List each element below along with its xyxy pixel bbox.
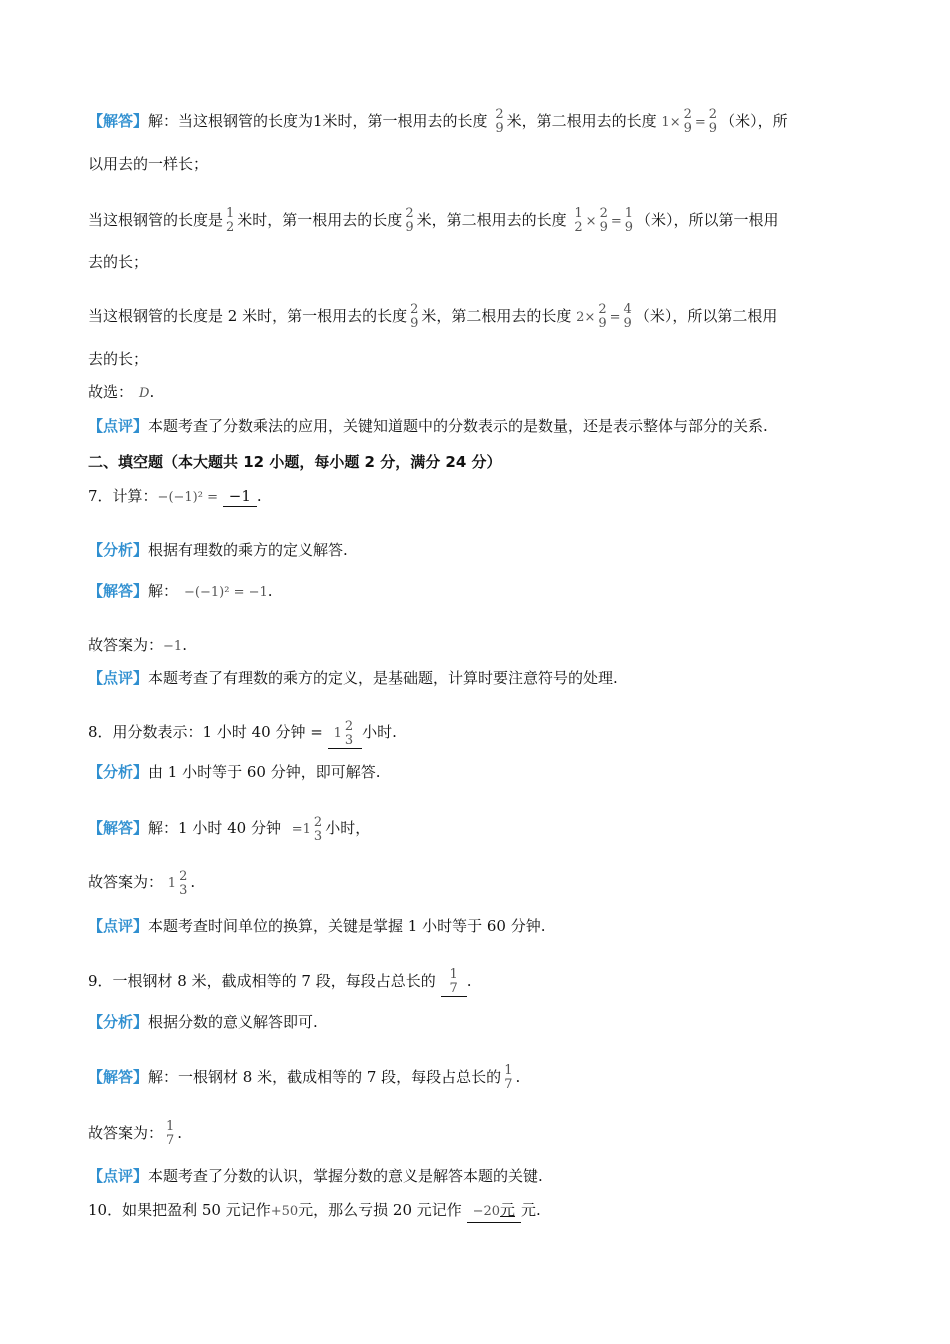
text-line <box>88 207 779 235</box>
fraction: 4 9 <box>623 302 632 331</box>
text-line: 去的长； <box>88 253 149 271</box>
mixed-number: = 1 2 3 <box>291 815 323 844</box>
question-10 <box>88 1200 541 1223</box>
text: . <box>149 383 155 401</box>
math: 2× <box>576 310 596 325</box>
text: 解：当这根钢管的长度为1米时，第一根用去的长度 <box>148 112 488 130</box>
label: 故答案为： <box>88 636 164 654</box>
fraction: 1 2 <box>574 206 583 235</box>
analysis-tag: 【分析】 <box>88 763 149 781</box>
label: 故答案为： <box>88 873 164 891</box>
text: 当这根钢管的长度是 2 米时，第一根用去的长度 <box>88 307 408 325</box>
text: 小时. <box>362 723 397 741</box>
final-answer-line <box>88 870 195 898</box>
fraction: 1 7 <box>166 1119 175 1148</box>
label: 故答案为： <box>88 1124 164 1142</box>
fraction: 2 9 <box>708 107 718 136</box>
expression: −(−1)² = <box>157 490 218 505</box>
label: 故选： <box>88 383 134 401</box>
text: . <box>256 487 262 505</box>
text: . <box>182 636 187 654</box>
fraction: 2 9 <box>598 302 607 331</box>
equals: = <box>610 214 622 229</box>
text-line: 以用去的一样长； <box>88 155 209 173</box>
review-line <box>88 1166 543 1186</box>
analysis-text: 根据分数的意义解答即可. <box>148 1013 318 1031</box>
text: （米），所 <box>720 112 788 130</box>
review-text: 本题考查了分数乘法的应用，关键知道题中的分数表示的是数量，还是表示整体与部分的关系. <box>148 417 768 435</box>
review-text: 本题考查时间单位的换算，关键是掌握 1 小时等于 60 分钟. <box>148 917 546 935</box>
solution-line <box>88 816 370 844</box>
question-8 <box>88 720 397 749</box>
answer-blank: −1 <box>223 486 257 507</box>
mixed-number: 1 2 3 <box>167 869 188 898</box>
value: +50 <box>270 1204 299 1219</box>
text: . <box>466 972 472 990</box>
review-line <box>88 416 768 436</box>
analysis-tag: 【分析】 <box>88 1013 149 1031</box>
analysis-line <box>88 762 381 782</box>
analysis-line <box>88 1012 318 1032</box>
text-line: 去的长； <box>88 350 149 368</box>
review-tag: 【点评】 <box>88 669 149 687</box>
review-text: 本题考查了有理数的乘方的定义，是基础题，计算时要注意符号的处理. <box>148 669 618 687</box>
solution-tag: 【解答】 <box>88 112 149 130</box>
text: . <box>190 873 196 891</box>
final-answer-line <box>88 635 187 657</box>
analysis-text: 根据有理数的乘方的定义解答. <box>148 541 348 559</box>
text: 小时， <box>325 819 371 837</box>
fraction: 2 9 <box>495 107 504 136</box>
section-title: 二、填空题（本大题共 12 小题，每小题 2 分，满分 24 分） <box>88 453 502 471</box>
text: 米时，第一根用去的长度 <box>237 211 403 229</box>
expression: −(−1)² = −1 <box>184 585 268 600</box>
question-7 <box>88 486 262 508</box>
solution-tag: 【解答】 <box>88 1068 149 1086</box>
review-line <box>88 916 546 936</box>
solution-tag: 【解答】 <box>88 819 149 837</box>
text: 米，第二根用去的长度 <box>506 112 657 130</box>
analysis-tag: 【分析】 <box>88 541 149 559</box>
fraction: 1 9 <box>624 206 634 235</box>
question-text: 7．计算： <box>88 487 158 505</box>
choose-line <box>88 382 154 404</box>
solution-line <box>88 1064 520 1092</box>
question-text: 9．一根钢材 8 米，截成相等的 7 段，每段占总长的 <box>88 972 436 990</box>
fraction: 1 7 <box>504 1063 513 1092</box>
text: 解：一根钢材 8 米，截成相等的 7 段，每段占总长的 <box>148 1068 502 1086</box>
answer-blank: −20元 <box>467 1200 521 1223</box>
review-text: 本题考查了分数的认识，掌握分数的意义是解答本题的关键. <box>148 1167 543 1185</box>
equals: = <box>694 115 706 130</box>
answer-blank: 1 7 <box>441 968 467 997</box>
equals: = <box>609 310 621 325</box>
answer-value: −1 <box>163 639 183 654</box>
fraction: 2 9 <box>683 107 692 136</box>
fraction: 1 2 <box>226 206 235 235</box>
text: . <box>177 1124 183 1142</box>
text: 元. <box>521 1201 541 1219</box>
text: 米，第二根用去的长度 <box>421 307 572 325</box>
text: . <box>515 1068 521 1086</box>
review-line <box>88 668 618 688</box>
text: 解： <box>148 582 179 600</box>
solution-line <box>88 581 273 603</box>
text: 解：1 小时 40 分钟 <box>148 819 281 837</box>
final-answer-line <box>88 1120 182 1148</box>
question-text: 8．用分数表示：1 小时 40 分钟 = <box>88 723 323 741</box>
answer-blank: 1 2 3 <box>328 720 363 749</box>
fraction: 2 9 <box>599 206 608 235</box>
review-tag: 【点评】 <box>88 917 149 935</box>
times: × <box>585 214 597 229</box>
solution-line <box>88 108 788 136</box>
text: （米），所以第二根用 <box>634 307 778 325</box>
math: 1× <box>661 115 681 130</box>
text: 当这根钢管的长度是 <box>88 211 224 229</box>
review-tag: 【点评】 <box>88 1167 149 1185</box>
text-line <box>88 303 777 331</box>
question-text: 10．如果把盈利 50 元记作 <box>88 1201 271 1219</box>
text: （米），所以第一根用 <box>636 211 779 229</box>
analysis-text: 由 1 小时等于 60 分钟，即可解答. <box>148 763 381 781</box>
text: 元，那么亏损 20 元记作 <box>298 1201 462 1219</box>
analysis-line <box>88 540 348 560</box>
review-tag: 【点评】 <box>88 417 149 435</box>
fraction: 2 9 <box>410 302 419 331</box>
text: . <box>267 582 273 600</box>
answer-value: D <box>139 386 150 401</box>
fraction: 2 9 <box>405 206 414 235</box>
question-9 <box>88 968 472 997</box>
solution-tag: 【解答】 <box>88 582 149 600</box>
text: 米，第二根用去的长度 <box>416 211 567 229</box>
